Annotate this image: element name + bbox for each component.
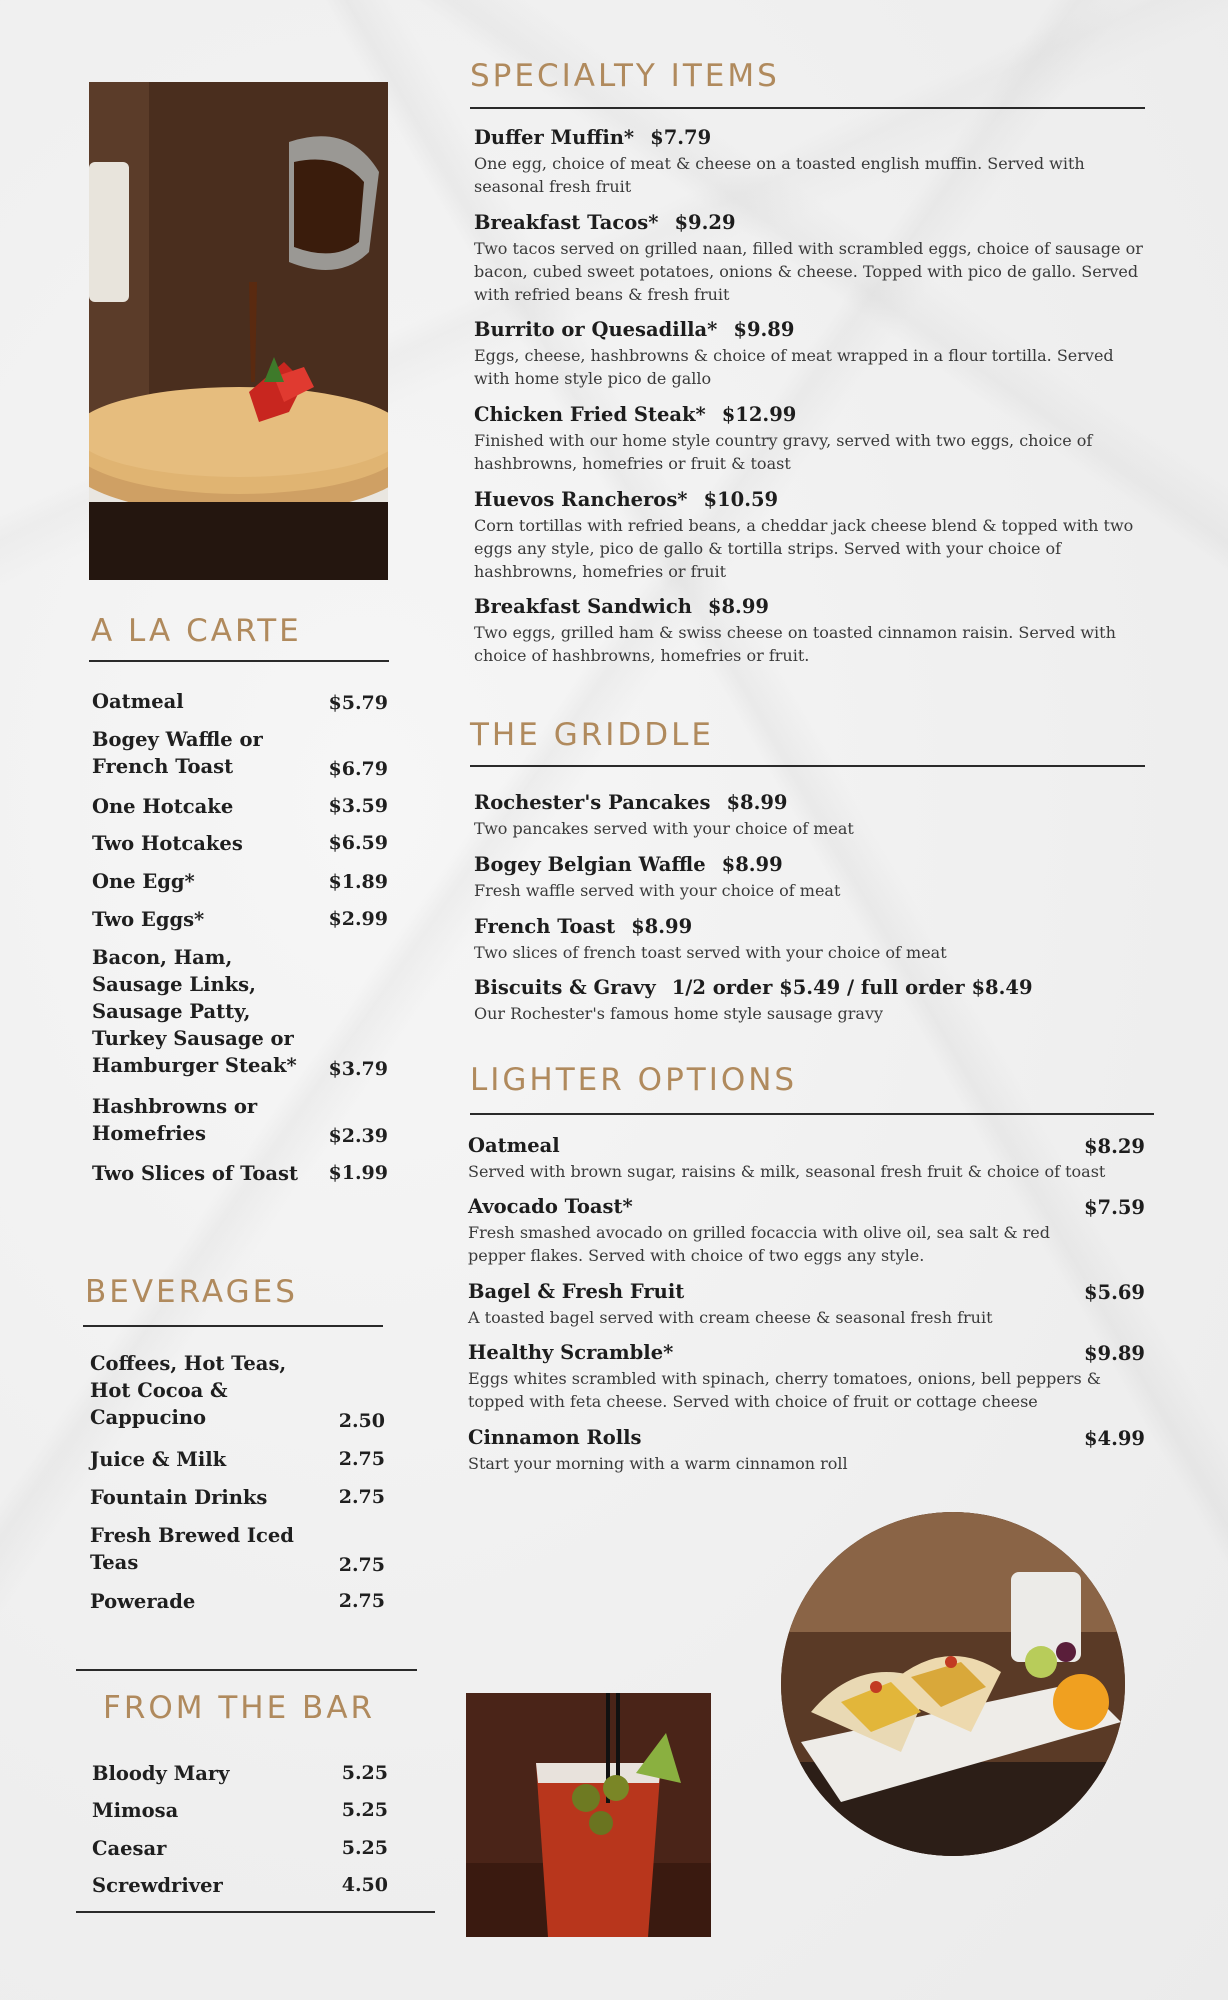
- item-name: Biscuits & Gravy: [474, 976, 656, 999]
- tacos-photo: [781, 1512, 1125, 1856]
- item-description: Two slices of french toast served with your choice of meat: [474, 943, 947, 962]
- item-name: Huevos Rancheros*: [474, 488, 688, 511]
- item-price: $9.29: [674, 211, 736, 234]
- item-description: Corn tortillas with refried beans, a cheddar jack cheese blend & topped with two eggs any style, pico de gallo & tortilla strips. Served with your choice of hashbrowns, homefries or fruit: [474, 516, 1134, 581]
- item-price: $8.99: [721, 853, 783, 876]
- item-name: Oatmeal: [468, 1134, 560, 1157]
- item-name-line: Hot Cocoa &: [90, 1379, 228, 1402]
- item-description: Two pancakes served with your choice of meat: [474, 819, 854, 838]
- tacos-illustration: [781, 1512, 1125, 1856]
- item-name: Avocado Toast*: [468, 1195, 633, 1218]
- a-la-carte-rule: [89, 660, 389, 662]
- menu-item: [468, 1425, 1145, 1475]
- item-name: Chicken Fried Steak*: [474, 403, 706, 426]
- item-price: $8.29: [1083, 1135, 1145, 1158]
- item-name: Screwdriver: [92, 1874, 223, 1897]
- menu-item: [474, 975, 1144, 1025]
- griddle-rule: [470, 765, 1145, 767]
- beverages-list: [90, 1350, 385, 1620]
- item-description: Fresh waffle served with your choice of meat: [474, 881, 841, 900]
- item-price: 5.25: [341, 1799, 388, 1821]
- menu-item: [474, 317, 1144, 390]
- item-price: 2.75: [338, 1448, 385, 1470]
- a-la-carte-heading: A LA CARTE: [91, 613, 302, 649]
- item-name-line: Hashbrowns or: [92, 1095, 258, 1118]
- bar-heading: FROM THE BAR: [103, 1690, 376, 1726]
- item-name: Rochester's Pancakes: [474, 791, 711, 814]
- item-price: $5.69: [1083, 1281, 1145, 1304]
- item-price: 2.75: [338, 1486, 385, 1508]
- item-price: $9.89: [733, 318, 795, 341]
- item-name-line: Homefries: [92, 1122, 206, 1145]
- item-price: $8.99: [726, 791, 788, 814]
- item-price: $3.79: [328, 1058, 388, 1080]
- item-description: Fresh smashed avocado on grilled focaccia with olive oil, sea salt & red pepper flakes. Served with choice of two eggs any style.: [468, 1223, 1051, 1265]
- item-name: Two Eggs*: [92, 908, 205, 931]
- item-price: $2.99: [328, 908, 388, 930]
- specialty-rule: [470, 107, 1145, 109]
- item-name-line: Sausage Links,: [92, 973, 256, 996]
- item-name: French Toast: [474, 915, 616, 938]
- item-description: Start your morning with a warm cinnamon roll: [468, 1454, 848, 1473]
- item-description: One egg, choice of meat & cheese on a toasted english muffin. Served with seasonal fresh fruit: [474, 154, 1085, 196]
- item-name-line: French Toast: [92, 755, 234, 778]
- menu-item: [474, 125, 1144, 198]
- item-price: 5.25: [341, 1762, 388, 1784]
- specialty-heading: SPECIALTY ITEMS: [470, 58, 780, 94]
- beverages-heading: BEVERAGES: [85, 1274, 298, 1310]
- item-name: Juice & Milk: [90, 1448, 227, 1471]
- bar-list: [92, 1760, 388, 1910]
- item-price: 2.75: [338, 1554, 385, 1576]
- menu-item: [468, 1340, 1145, 1413]
- item-description: Eggs, cheese, hashbrowns & choice of meat wrapped in a flour tortilla. Served with home style pico de gallo: [474, 346, 1114, 388]
- item-price: $4.99: [1083, 1427, 1145, 1450]
- item-name-line: Bogey Waffle or: [92, 728, 263, 751]
- menu-item: [474, 790, 1144, 840]
- item-price: $7.59: [1083, 1196, 1145, 1219]
- menu-item: [474, 852, 1144, 902]
- item-description: Our Rochester's famous home style sausage gravy: [474, 1004, 884, 1023]
- item-price: $6.79: [328, 758, 388, 780]
- item-price: $3.59: [328, 795, 388, 817]
- pancake-photo: [89, 82, 388, 580]
- item-name: Oatmeal: [92, 690, 184, 713]
- item-name: Healthy Scramble*: [468, 1341, 674, 1364]
- item-name-line: Turkey Sausage or: [92, 1027, 294, 1050]
- pancake-illustration: [89, 82, 388, 580]
- item-name-line: Cappucino: [90, 1406, 207, 1429]
- menu-item: [474, 487, 1144, 583]
- item-price: $8.99: [707, 595, 769, 618]
- item-price: $5.79: [328, 692, 388, 714]
- bar-bottom-rule: [76, 1911, 435, 1913]
- bar-top-rule: [76, 1669, 417, 1671]
- bloody-mary-photo: [466, 1693, 711, 1937]
- item-name: One Egg*: [92, 870, 195, 893]
- menu-item: [474, 914, 1144, 964]
- menu-item: [468, 1133, 1145, 1183]
- item-name: [92, 726, 263, 780]
- item-name: Burrito or Quesadilla*: [474, 318, 718, 341]
- item-name: Duffer Muffin*: [474, 126, 635, 149]
- item-price: 2.50: [338, 1410, 385, 1432]
- item-description: Finished with our home style country gravy, served with two eggs, choice of hashbrowns, homefries or fruit & toast: [474, 431, 1093, 473]
- item-price: 1/2 order $5.49 / full order $8.49: [671, 976, 1033, 999]
- item-name: [90, 1522, 294, 1576]
- item-name-line: Teas: [90, 1551, 139, 1574]
- item-name-line: Sausage Patty,: [92, 1000, 251, 1023]
- menu-item: [474, 210, 1144, 306]
- item-name: [92, 944, 297, 1079]
- item-name: One Hotcake: [92, 795, 234, 818]
- item-description: A toasted bagel served with cream cheese & seasonal fresh fruit: [468, 1308, 993, 1327]
- item-description: Two eggs, grilled ham & swiss cheese on toasted cinnamon raisin. Served with choice of hashbrowns, homefries or fruit.: [474, 623, 1116, 665]
- item-description: Two tacos served on grilled naan, filled with scrambled eggs, choice of sausage or bacon, cubed sweet potatoes, onions & cheese. Topped with pico de gallo. Served with refried beans & fresh fruit: [474, 239, 1143, 304]
- item-price: $12.99: [721, 403, 797, 426]
- item-name: [92, 1093, 257, 1147]
- lighter-heading: LIGHTER OPTIONS: [470, 1062, 798, 1098]
- item-price: 2.75: [338, 1590, 385, 1612]
- item-name: Bloody Mary: [92, 1762, 230, 1785]
- item-name: Caesar: [92, 1837, 167, 1860]
- item-name: Powerade: [90, 1590, 196, 1613]
- item-name-line: Fresh Brewed Iced: [90, 1524, 294, 1547]
- item-name-line: Hamburger Steak*: [92, 1054, 297, 1077]
- item-price: $8.99: [631, 915, 693, 938]
- item-name: Bagel & Fresh Fruit: [468, 1280, 685, 1303]
- item-name-line: Coffees, Hot Teas,: [90, 1352, 287, 1375]
- item-price: $6.59: [328, 832, 388, 854]
- griddle-heading: THE GRIDDLE: [470, 717, 714, 753]
- a-la-carte-list: [92, 688, 388, 1188]
- item-price: $2.39: [328, 1125, 388, 1147]
- item-price: 4.50: [341, 1874, 388, 1896]
- item-price: 5.25: [341, 1837, 388, 1859]
- item-description: Served with brown sugar, raisins & milk, seasonal fresh fruit & choice of toast: [468, 1162, 1106, 1181]
- item-name: Bogey Belgian Waffle: [474, 853, 706, 876]
- item-name: Mimosa: [92, 1799, 179, 1822]
- item-name: Breakfast Sandwich: [474, 595, 692, 618]
- lighter-rule: [470, 1113, 1154, 1115]
- item-price: $9.89: [1083, 1342, 1145, 1365]
- item-name: Two Hotcakes: [92, 832, 243, 855]
- menu-item: [474, 402, 1144, 475]
- menu-item: [468, 1194, 1145, 1267]
- item-price: $10.59: [703, 488, 779, 511]
- item-price: $1.89: [328, 871, 388, 893]
- item-description: Eggs whites scrambled with spinach, cherry tomatoes, onions, bell peppers & topped with feta cheese. Served with choice of fruit or cottage cheese: [468, 1369, 1102, 1411]
- item-price: $1.99: [328, 1162, 388, 1184]
- beverages-rule: [83, 1325, 383, 1327]
- item-name: [90, 1350, 286, 1431]
- menu-item: [474, 594, 1144, 667]
- item-name: Breakfast Tacos*: [474, 211, 659, 234]
- item-name-line: Bacon, Ham,: [92, 946, 233, 969]
- item-price: $7.79: [650, 126, 712, 149]
- menu-item: [468, 1279, 1145, 1329]
- item-name: Two Slices of Toast: [92, 1162, 298, 1185]
- bloody-mary-illustration: [466, 1693, 711, 1937]
- item-name: Cinnamon Rolls: [468, 1426, 642, 1449]
- item-name: Fountain Drinks: [90, 1486, 268, 1509]
